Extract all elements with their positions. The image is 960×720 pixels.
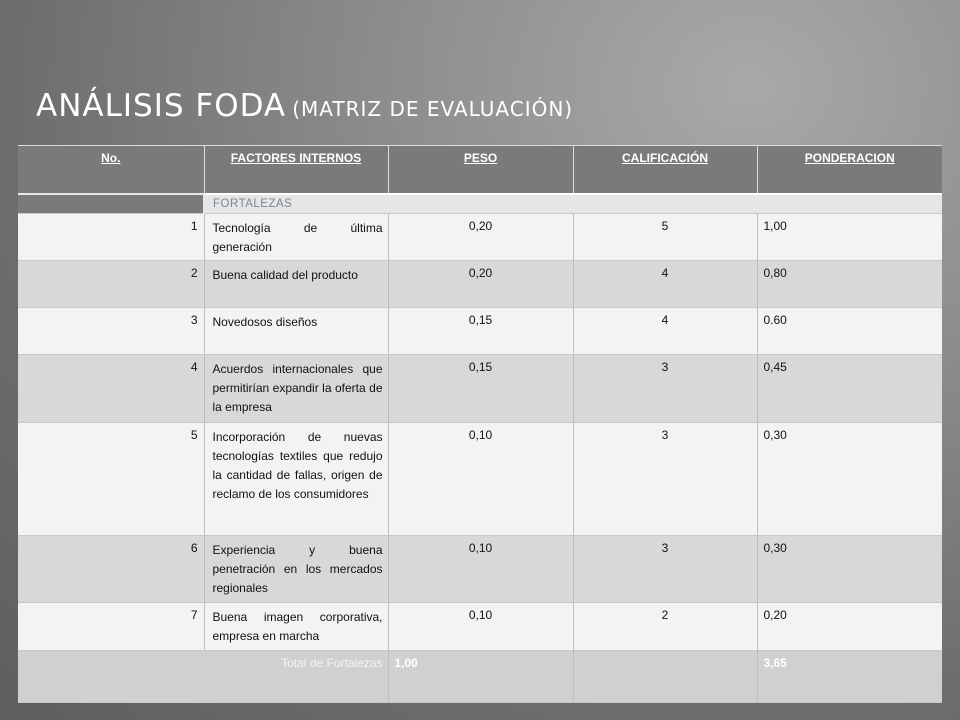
- cell-rating: 3: [573, 422, 757, 535]
- total-weighted: 3,65: [757, 650, 942, 702]
- cell-no: 2: [18, 260, 204, 307]
- cell-no: 4: [18, 354, 204, 422]
- total-row: [18, 650, 942, 702]
- cell-weighted: 0,30: [757, 422, 942, 535]
- cell-no: 6: [18, 535, 204, 602]
- cell-factor: Buena imagen corporativa, empresa en marcha: [204, 602, 388, 650]
- cell-weighted: 1,00: [757, 213, 942, 260]
- cell-rating: 3: [573, 535, 757, 602]
- cell-weight: 0,10: [388, 535, 573, 602]
- total-weight: 1,00: [388, 650, 573, 702]
- table-row: [18, 260, 942, 307]
- cell-weighted: 0,30: [757, 535, 942, 602]
- cell-weight: 0,10: [388, 422, 573, 535]
- cell-factor: Incorporación de nuevas tecnologías textiles que redujo la cantidad de fallas, origen de reclamo de los consumidores: [204, 422, 388, 535]
- cell-no: 3: [18, 307, 204, 354]
- cell-weight: 0,20: [388, 260, 573, 307]
- cell-rating: 4: [573, 307, 757, 354]
- slide-title: [36, 88, 573, 124]
- table-row: [18, 354, 942, 422]
- header-weighted: PONDERACION: [757, 146, 942, 194]
- cell-rating: 3: [573, 354, 757, 422]
- cell-weighted: 0,20: [757, 602, 942, 650]
- cell-factor: Tecnología de última generación: [204, 213, 388, 260]
- cell-weighted: 0.60: [757, 307, 942, 354]
- header-rating: CALIFICACIÓN: [573, 146, 757, 194]
- total-label: Total de Fortalezas: [18, 650, 388, 702]
- cell-factor: Novedosos diseños: [204, 307, 388, 354]
- section-spacer: [18, 194, 204, 214]
- cell-no: 1: [18, 213, 204, 260]
- cell-rating: 4: [573, 260, 757, 307]
- table-row: [18, 602, 942, 650]
- table-row: [18, 422, 942, 535]
- table-row: [18, 535, 942, 602]
- total-rating: [573, 650, 757, 702]
- cell-weighted: 0,45: [757, 354, 942, 422]
- cell-weight: 0,15: [388, 307, 573, 354]
- cell-rating: 2: [573, 602, 757, 650]
- table-row: [18, 307, 942, 354]
- cell-rating: 5: [573, 213, 757, 260]
- cell-weight: 0,20: [388, 213, 573, 260]
- title-main: ANÁLISIS FODA: [36, 88, 287, 124]
- header-factors: FACTORES INTERNOS: [204, 146, 388, 194]
- cell-factor: Experiencia y buena penetración en los mercados regionales: [204, 535, 388, 602]
- cell-weight: 0,10: [388, 602, 573, 650]
- header-weight: PESO: [388, 146, 573, 194]
- cell-no: 5: [18, 422, 204, 535]
- swot-evaluation-table: [18, 145, 942, 703]
- cell-weight: 0,15: [388, 354, 573, 422]
- cell-no: 7: [18, 602, 204, 650]
- section-label-strengths: FORTALEZAS: [204, 194, 942, 214]
- cell-factor: Buena calidad del producto: [204, 260, 388, 307]
- table-row: [18, 213, 942, 260]
- header-no: No.: [18, 146, 204, 194]
- cell-factor: Acuerdos internacionales que permitirían expandir la oferta de la empresa: [204, 354, 388, 422]
- title-subtitle: (MATRIZ DE EVALUACIÓN): [292, 97, 574, 121]
- cell-weighted: 0,80: [757, 260, 942, 307]
- section-row: [18, 194, 942, 214]
- table-header-row: [18, 146, 942, 194]
